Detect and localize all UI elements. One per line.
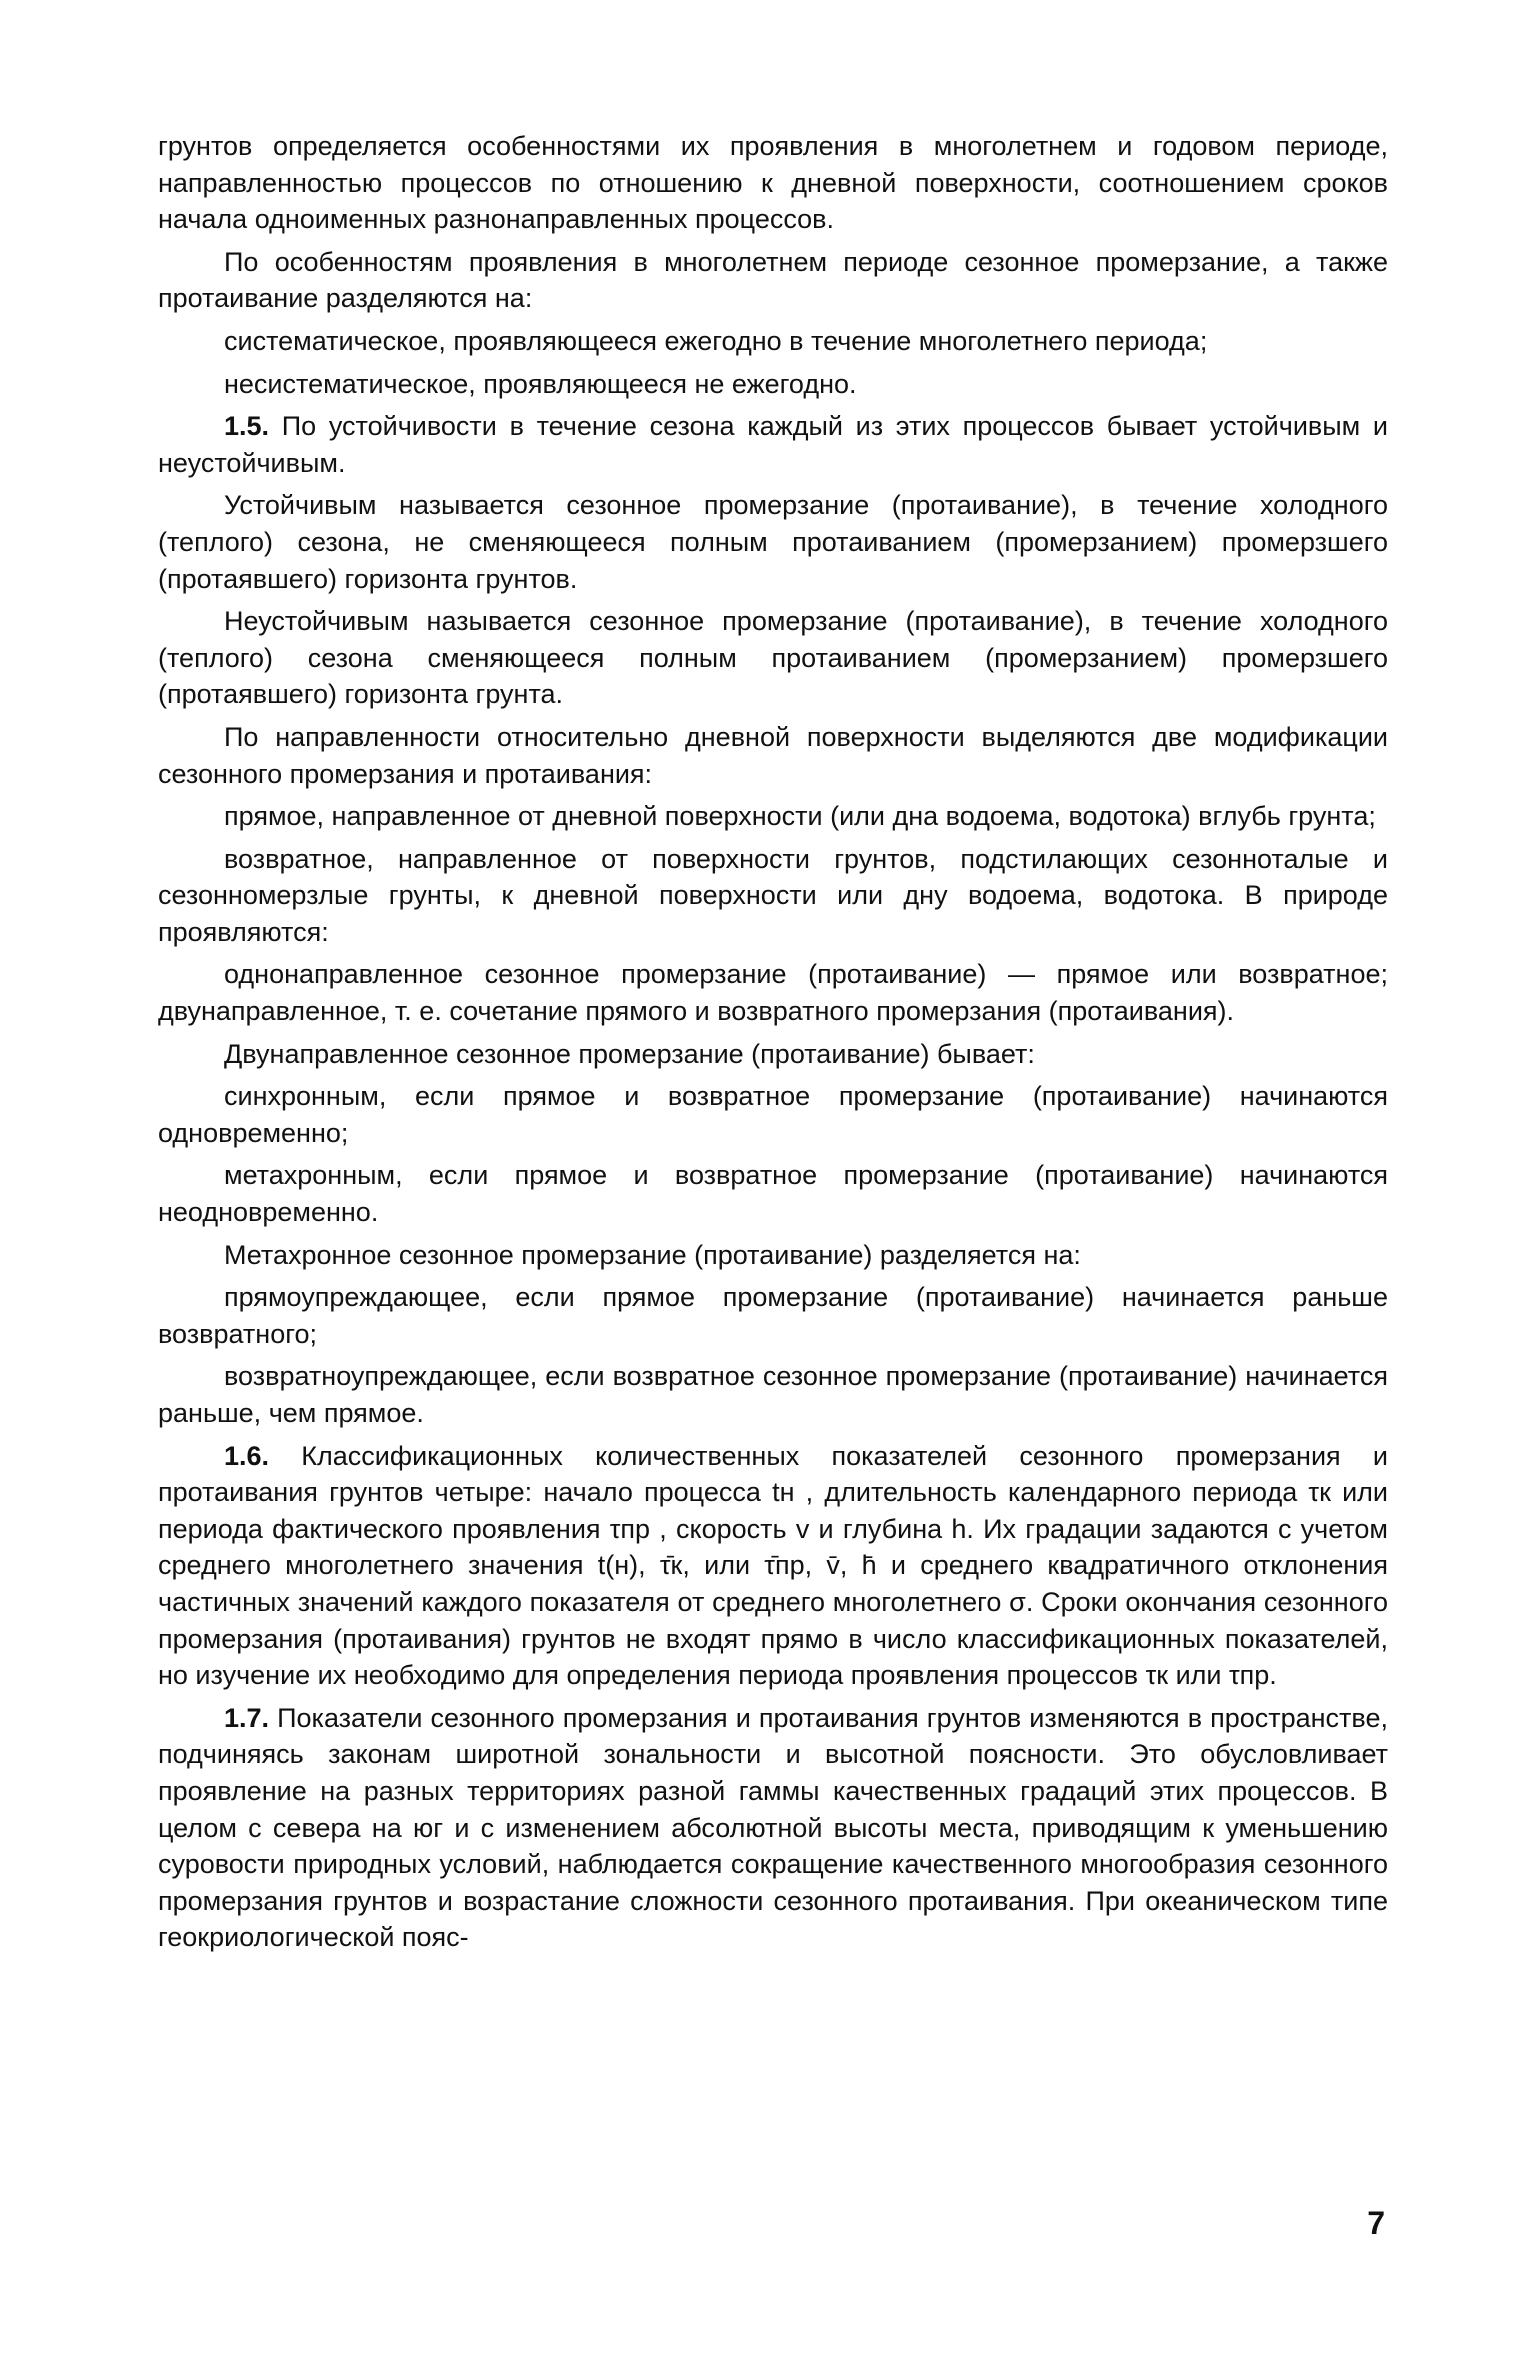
paragraph [158,719,1388,792]
paragraph [158,244,1388,317]
paragraph-text: Неустойчивым называется сезонное промерзание (протаивание), в течение холодного (теплого) сезона сменяющееся полным протаиванием (промерзанием) промерзшего (протаявшего) горизонта грунта. [158,606,1388,710]
page-number: 7 [1367,2205,1385,2241]
paragraph-text: прямое, направленное от дневной поверхности (или дна водоема, водотока) вглубь грунта; [224,801,1376,832]
paragraph [158,1358,1388,1431]
paragraph [158,1157,1388,1230]
paragraph [158,323,1388,360]
paragraph-text: грунтов определяется особенностями их проявления в многолетнем и годовом периоде, направленностью процессов по отношению к дневной поверхности, соотношением сроков начала одноименных разнонаправленных процессов. [158,131,1388,235]
paragraph [158,1438,1388,1694]
paragraph-text: По особенностям проявления в многолетнем периоде сезонное промерзание, а также протаивание разделяются на: [158,246,1388,314]
paragraph-text: несистематическое, проявляющееся не ежегодно. [224,368,857,399]
paragraph-text: прямоупреждающее, если прямое промерзание (протаивание) начинается раньше возвратного; [158,1282,1388,1349]
paragraph [158,487,1388,597]
section-number: 1.7. [224,1702,270,1733]
paragraph [158,956,1388,1029]
paragraph-text: Устойчивым называется сезонное промерзание (протаивание), в течение холодного (теплого) сезона, не сменяющееся полным протаиванием (промерзанием) промерзшего (протаявшего) горизонта грунтов. [158,490,1388,594]
paragraph-text: По направленности относительно дневной поверхности выделяются две модификации сезонного промерзания и протаивания: [158,721,1388,789]
paragraph [158,366,1388,403]
section-number: 1.5. [224,411,270,442]
paragraph-text: Метахронное сезонное промерзание (протаивание) разделяется на: [224,1239,1081,1270]
paragraph-text: Показатели сезонного промерзания и протаивания грунтов изменяются в пространстве, подчиняясь законам широтной зональности и высотной поясности. Это обусловливает проявление на разных территориях разной гаммы качественных градаций этих процессов. В целом с севера на юг и с изменением абсолютной высоты места, приводящим к уменьшению суровости природных условий, наблюдается сокращение качественного многообразия сезонного промерзания грунтов и возрастание сложности сезонного протаивания. При океаническом типе геокриологической пояс- [158,1702,1388,1953]
paragraph-text: систематическое, проявляющееся ежегодно в течение многолетнего периода; [224,325,1208,356]
paragraph [158,408,1388,481]
paragraph-text: Двунаправленное сезонное промерзание (протаивание) бывает: [224,1038,1035,1069]
paragraph [158,1078,1388,1151]
paragraph-text: По устойчивости в течение сезона каждый из этих процессов бывает устойчивым и неустойчивым. [158,411,1388,478]
paragraph [158,841,1388,951]
body-text [158,128,1388,1956]
paragraph [158,128,1388,238]
paragraph-text: метахронным, если прямое и возвратное промерзание (протаивание) начинаются неодновременно. [158,1160,1388,1228]
paragraph [158,1279,1388,1352]
paragraph-text: синхронным, если прямое и возвратное промерзание (протаивание) начинаются одновременно; [158,1081,1388,1148]
paragraph-text: однонаправленное сезонное промерзание (протаивание) — прямое или возвратное; двунаправленное, т. е. сочетание прямого и возвратного промерзания (протаивания). [158,959,1388,1027]
section-number: 1.6. [224,1440,270,1471]
paragraph [158,798,1388,835]
paragraph [158,603,1388,713]
paragraph [158,1036,1388,1073]
paragraph-text: возвратное, направленное от поверхности грунтов, подстилающих сезонноталые и сезонномерзлые грунты, к дневной поверхности или дну водоема, водотока. В природе проявляются: [158,843,1388,947]
paragraph-text: Классификационных количественных показателей сезонного промерзания и протаивания грунтов четыре: начало процесса tн , длительность календарного периода τк или периода фактического проявления τпр , скорость v и глубина h. Их градации задаются с учетом среднего многолетнего значения t(н), τ̄к, или τ̄пр, v̄, h̄ и среднего квадратичного отклонения частичных значений каждого показателя от среднего многолетнего σ. Сроки окончания сезонного промерзания (протаивания) грунтов не входят прямо в число классификационных показателей, но изучение их необходимо для определения периода проявления процессов τк или τпр. [158,1440,1388,1691]
paragraph-text: возвратноупреждающее, если возвратное сезонное промерзание (протаивание) начинается раньше, чем прямое. [158,1361,1388,1428]
paragraph [158,1237,1388,1274]
paragraph [158,1700,1388,1956]
